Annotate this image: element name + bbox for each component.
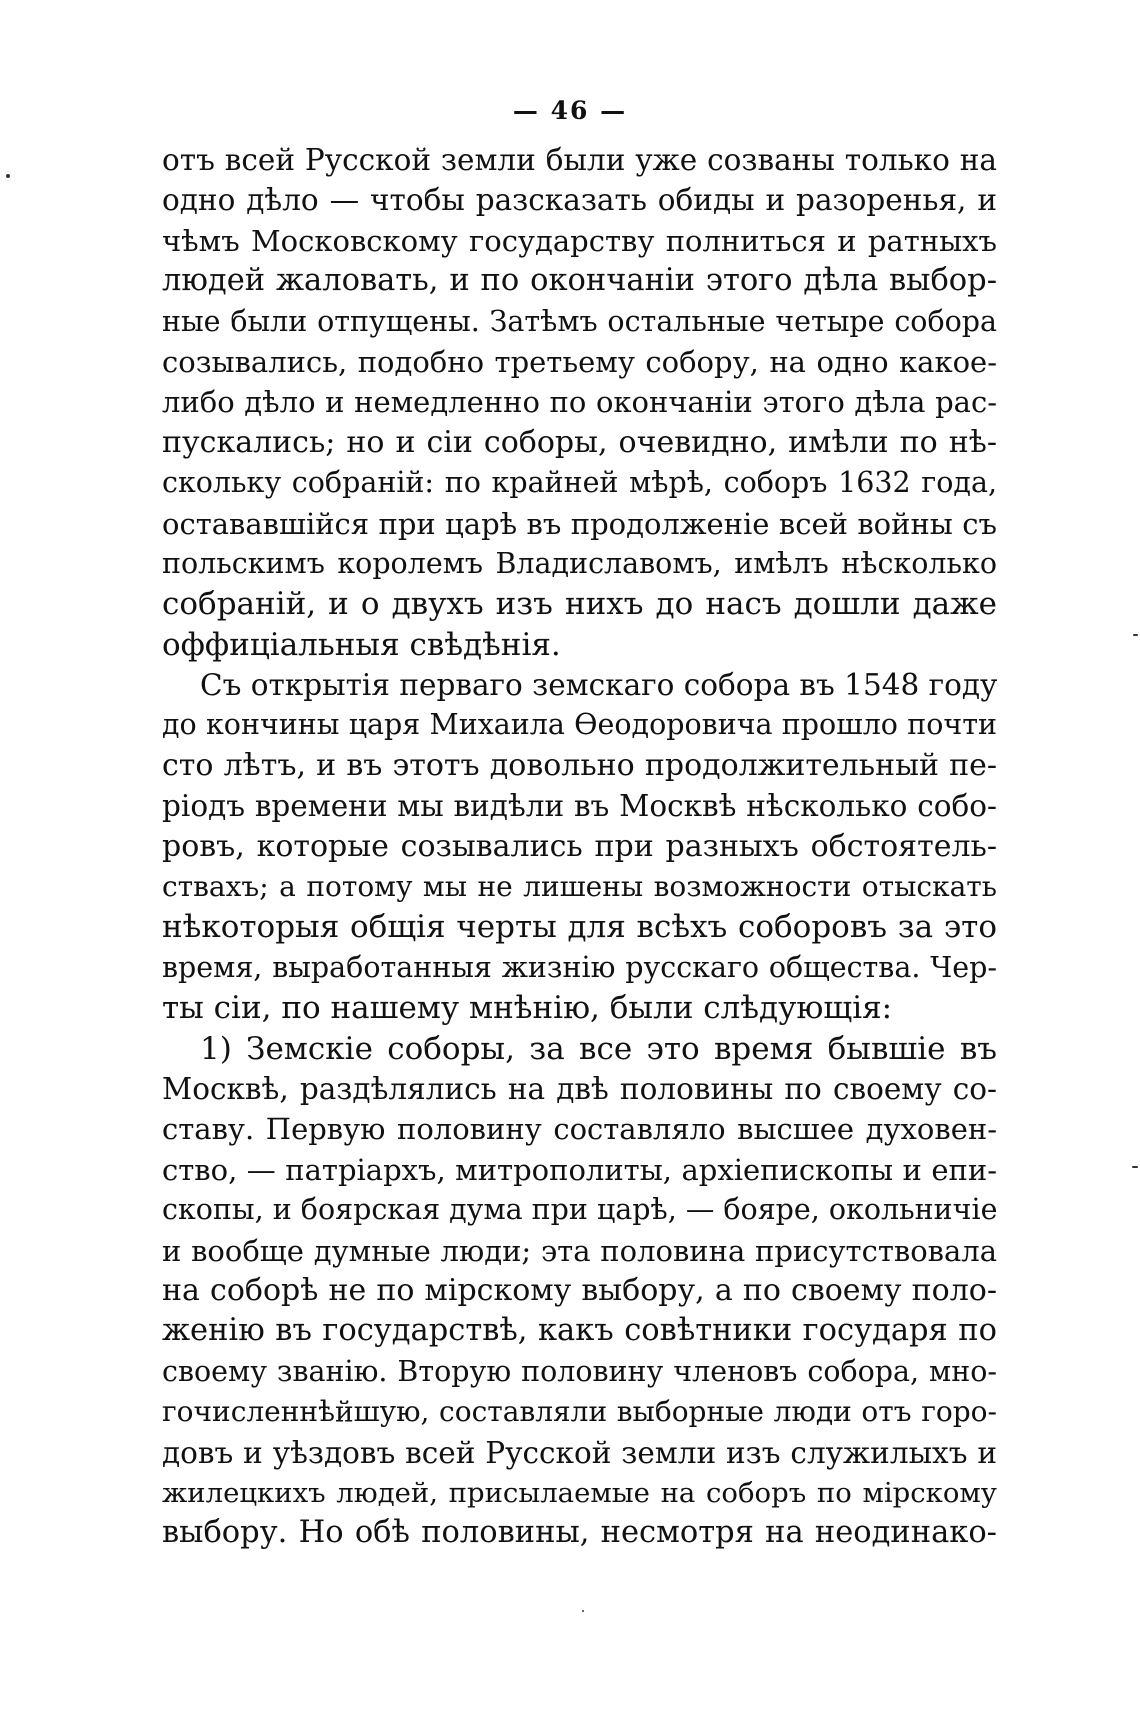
text-line: скопы, и боярская дума при царѣ, — бояре, окольничіе: [162, 1193, 998, 1227]
text-line: время, выработанныя жизнію русскаго общества. Чер-: [162, 950, 997, 984]
text-line: гочисленнѣйшую, составляли выборные люди отъ горо-: [162, 1395, 997, 1429]
text-line: выбору. Но обѣ половины, несмотря на неодинако-: [162, 1515, 997, 1551]
text-line: до кончины царя Михаила Ѳеодоровича прошло почти: [162, 708, 997, 742]
text-line: Москвѣ, раздѣлялись на двѣ половины по своему со-: [162, 1071, 997, 1106]
body-text: [162, 140, 997, 1554]
text-line: людей жаловать, и по окончаніи этого дѣла выбор-: [162, 263, 997, 299]
text-line: и вообще думные люди; эта половина присутствовала: [162, 1233, 997, 1268]
text-line: ные были отпущены. Затѣмъ остальные четыре собора: [162, 304, 997, 338]
text-line: нѣкоторыя общія черты для всѣхъ соборовъ за это: [162, 909, 997, 946]
text-line: своему званію. Вторую половину членовъ собора, мно-: [162, 1354, 997, 1388]
text-line: ставу. Первую половину составляло высшее духовен-: [162, 1112, 997, 1147]
text-line: одно дѣло — чтобы разсказать обиды и разоренья, и: [162, 183, 997, 218]
text-line: скольку собраній: по крайней мѣрѣ, соборъ 1632 года,: [162, 466, 997, 500]
text-line: отъ всей Русской земли были уже созваны только на: [162, 143, 997, 177]
text-line: созывались, подобно третьему собору, на одно какое-: [162, 344, 997, 379]
text-line: ты сіи, по нашему мнѣнію, были слѣдующія:: [162, 990, 893, 1027]
scan-speck: [582, 1610, 584, 1612]
scan-speck: [6, 174, 10, 178]
text-line: довъ и уѣздовъ всей Русской земли изъ служилыхъ и: [162, 1435, 997, 1470]
text-line: сто лѣтъ, и въ этотъ довольно продолжительный пе-: [162, 747, 997, 783]
scan-speck: [1133, 634, 1138, 636]
text-line: либо дѣло и немедленно по окончаніи этого дѣла рас-: [162, 385, 997, 420]
scan-speck: [1132, 1166, 1138, 1168]
text-line: ствахъ; а потому мы не лишены возможности отыскать: [162, 870, 997, 904]
text-line: остававшійся при царѣ въ продолженіе всей войны съ: [162, 506, 997, 541]
text-line: оффиціальныя свѣдѣнія.: [162, 626, 561, 663]
text-line: пускались; но и сіи соборы, очевидно, имѣли по нѣ-: [162, 424, 997, 460]
text-line: Съ открытія перваго земскаго собора въ 1548 году: [200, 668, 998, 703]
text-line: польскимъ королемъ Владиславомъ, имѣлъ нѣсколько: [162, 546, 997, 580]
text-line: собраній, и о двухъ изъ нихъ до насъ дошли даже: [162, 586, 997, 623]
text-line: чѣмъ Московскому государству полниться и ратныхъ: [162, 223, 997, 258]
text-line: ство, — патріархъ, митрополиты, архіепископы и епи-: [162, 1152, 997, 1187]
text-line: 1) Земскіе соборы, за все это время бывшіе въ: [200, 1030, 997, 1067]
text-line: ріодъ времени мы видѣли въ Москвѣ нѣсколько собо-: [162, 789, 997, 824]
text-line: жилецкихъ людей, присылаемые на соборъ по мірскому: [162, 1476, 997, 1509]
text-line: ровъ, которые созывались при разныхъ обстоятель-: [162, 828, 997, 864]
text-line: на соборѣ не по мірскому выбору, а по своему поло-: [162, 1272, 997, 1308]
text-line: женію въ государствѣ, какъ совѣтники государя по: [162, 1313, 997, 1349]
page-number: — 46 —: [512, 96, 628, 125]
